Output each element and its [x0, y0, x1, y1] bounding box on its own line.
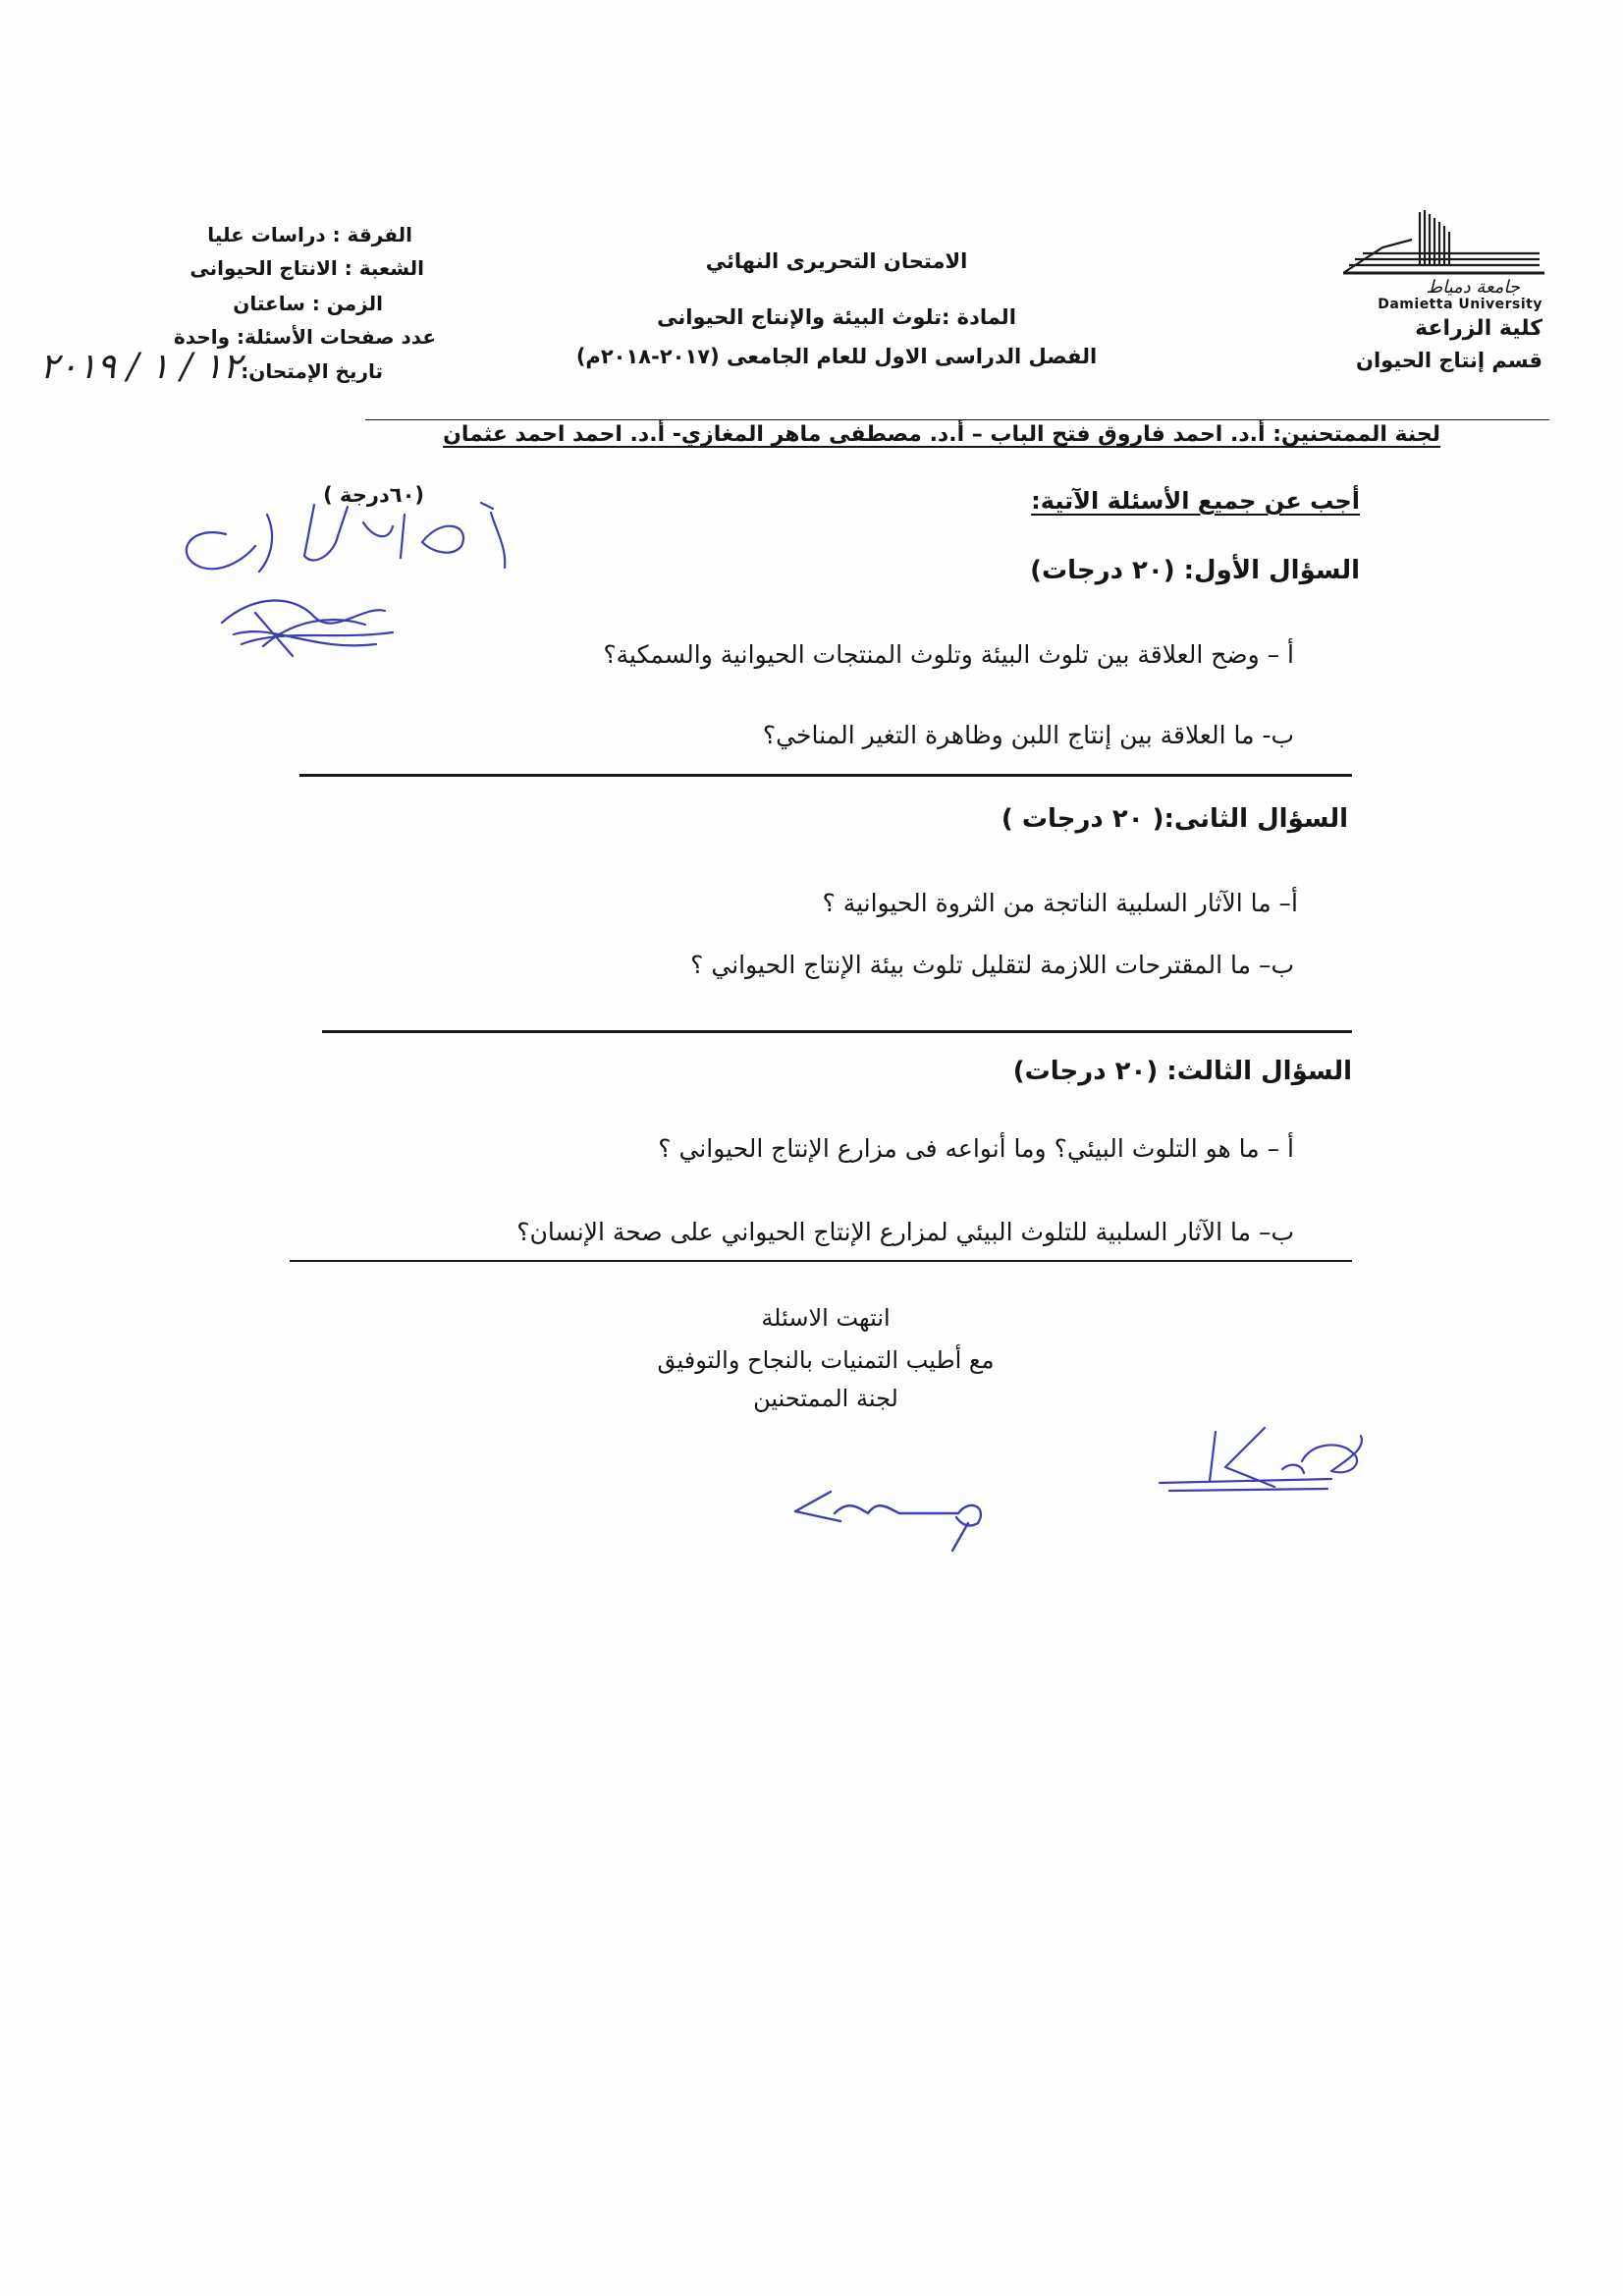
handwritten-annotation: [165, 497, 528, 664]
question-2-part-b: ب– ما المقترحات اللازمة لتقليل تلوث بيئة الإنتاج الحيواني ؟: [690, 951, 1294, 979]
exam-division: الشعبة : الانتاج الحيوانى: [189, 256, 424, 280]
question-3-title: السؤال الثالث: (٢٠ درجات): [1012, 1057, 1352, 1086]
exam-semester: الفصل الدراسى الاول للعام الجامعى (٢٠١٧-٢٠١٨م): [575, 345, 1098, 368]
end-of-questions: انتهت الاسئلة: [761, 1304, 891, 1332]
signature-1: [789, 1468, 991, 1555]
signature-2: [1155, 1422, 1371, 1501]
question-3-part-a: أ – ما هو التلوث البيئي؟ وما أنواعه فى مزارع الإنتاج الحيواني ؟: [658, 1134, 1294, 1163]
question-2-title: السؤال الثانى:( ٢٠ درجات ): [1001, 804, 1348, 834]
exam-page-count: عدد صفحات الأسئلة: واحدة: [173, 325, 436, 349]
university-name-english: Damietta University: [1378, 297, 1542, 312]
question-2-part-a: أ– ما الآثار السلبية الناتجة من الثروة الحيوانية ؟: [822, 889, 1298, 917]
header-divider: [365, 419, 1549, 420]
university-logo-icon: [1343, 210, 1544, 281]
question-1-part-a: أ – وضح العلاقة بين تلوث البيئة وتلوث المنتجات الحيوانية والسمكية؟: [603, 640, 1294, 669]
exam-title: الامتحان التحريرى النهائي: [705, 249, 968, 273]
question-divider: [290, 1260, 1352, 1262]
exam-date-handwritten: ١٢ / ١ / ٢٠١٩: [39, 347, 242, 387]
examiners-signoff: لجنة الممتحنين: [753, 1385, 898, 1412]
exam-level: الفرقة : دراسات عليا: [207, 223, 412, 246]
examiners-committee: لجنة الممتحنين: أ.د. احمد فاروق فتح الباب – أ.د. مصطفى ماهر المغازي- أ.د. احمد احمد عثمان: [443, 422, 1440, 447]
university-name-arabic: جامعة دمياط: [1426, 277, 1520, 298]
faculty-name: كلية الزراعة: [1415, 316, 1542, 341]
question-3-part-b: ب– ما الآثار السلبية للتلوث البيئي لمزارع الإنتاج الحيواني على صحة الإنسان؟: [516, 1218, 1294, 1246]
total-marks: (٦٠درجة ): [323, 483, 424, 507]
exam-subject: المادة :تلوث البيئة والإنتاج الحيوانى: [657, 305, 1016, 329]
instructions: أجب عن جميع الأسئلة الآتية:: [1031, 487, 1360, 515]
exam-duration: الزمن : ساعتان: [233, 292, 383, 315]
question-divider: [322, 1030, 1352, 1033]
question-divider: [299, 774, 1352, 777]
good-luck-wishes: مع أطيب التمنيات بالنجاح والتوفيق: [657, 1346, 995, 1374]
exam-date-label: تاريخ الإمتحان:: [241, 359, 383, 383]
department-name: قسم إنتاج الحيوان: [1356, 349, 1542, 372]
question-1-title: السؤال الأول: (٢٠ درجات): [1030, 556, 1360, 585]
question-1-part-b: ب- ما العلاقة بين إنتاج اللبن وظاهرة التغير المناخي؟: [762, 721, 1294, 749]
